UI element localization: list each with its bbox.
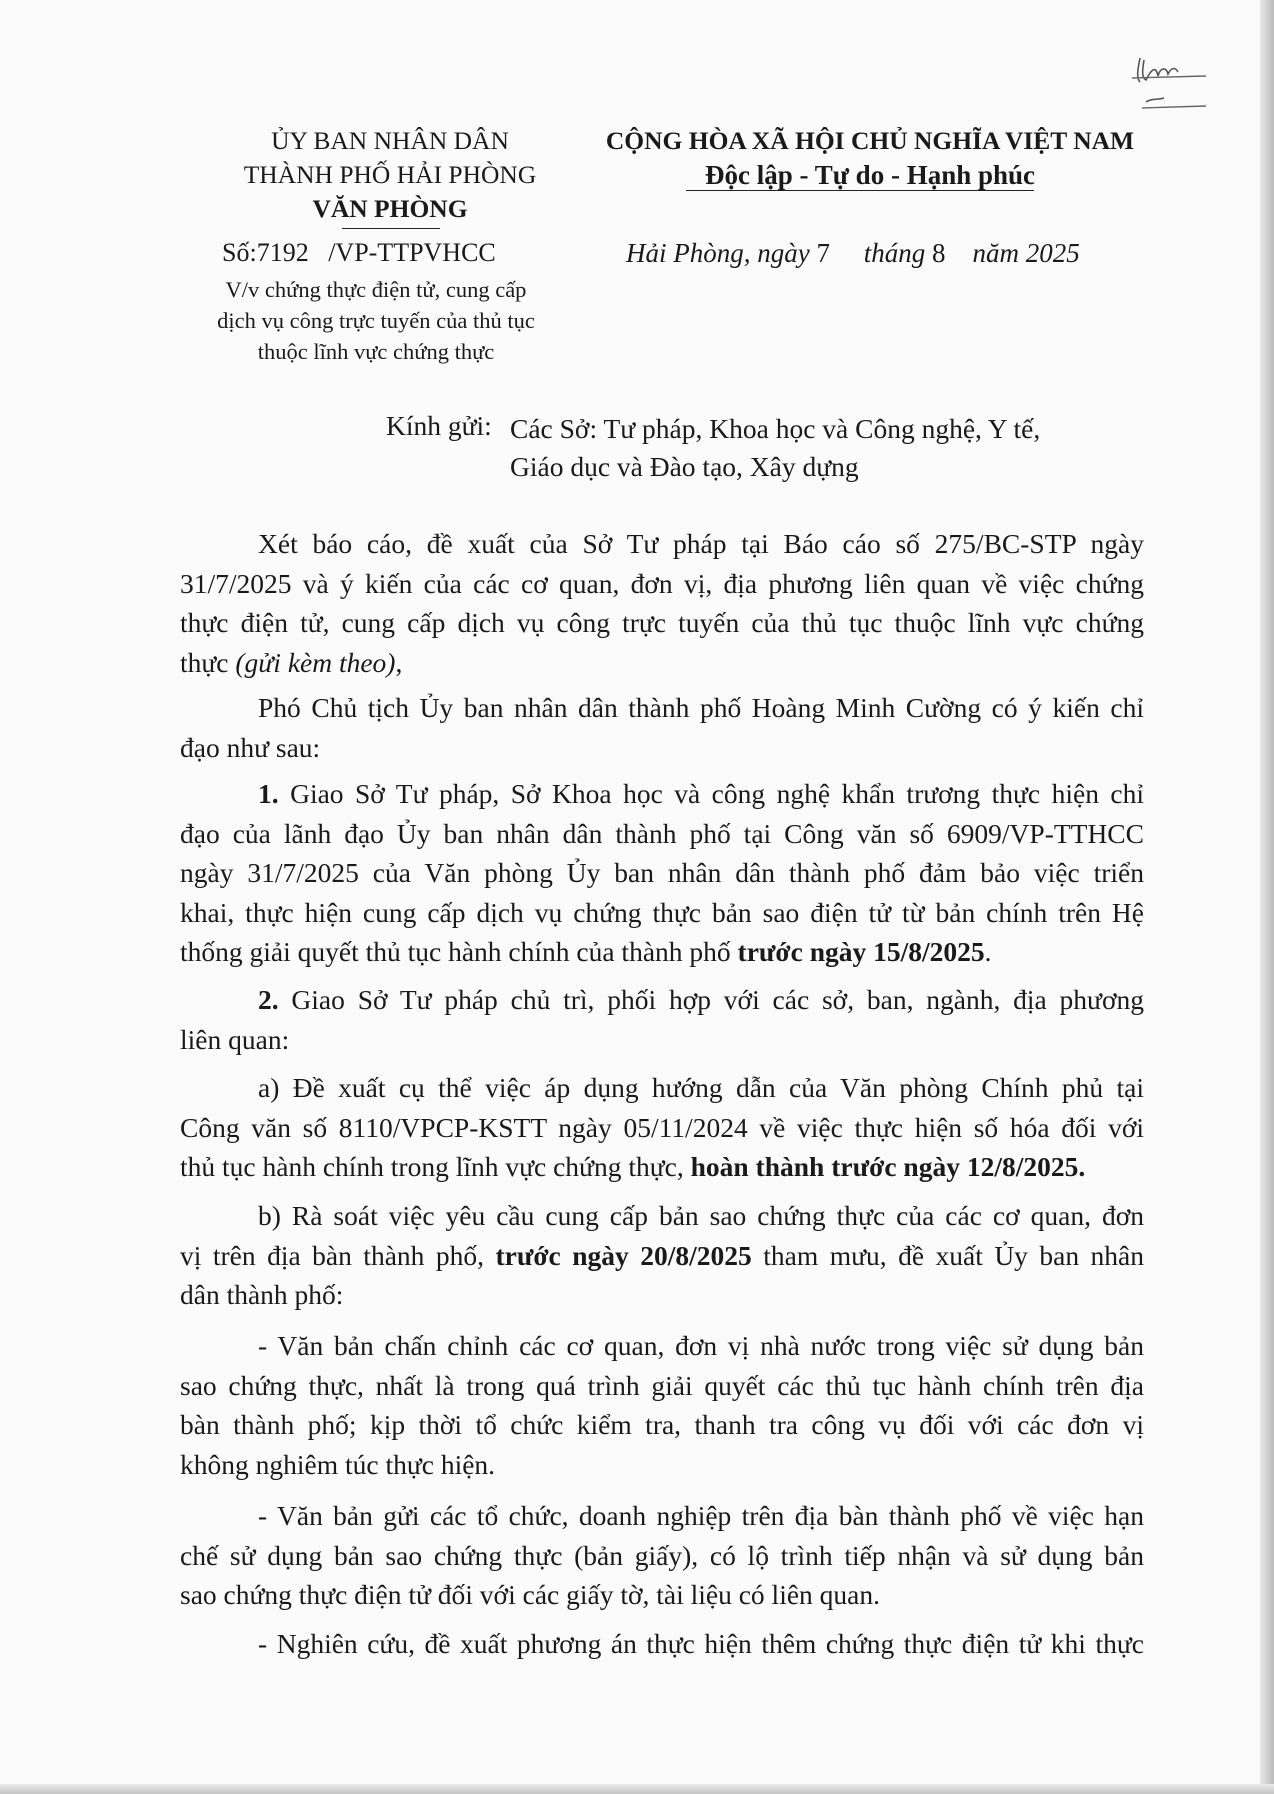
item-2-number: 2.	[258, 984, 279, 1015]
p9-line-1: - Nghiên cứu, đề xuất phương án thực hiện thêm chứng thực điện tử khi thực	[258, 1628, 1144, 1659]
p1-text: thực	[180, 646, 236, 678]
p1-attachment-note: (gửi kèm theo)	[235, 646, 396, 678]
p5-deadline: hoàn thành trước ngày 12/8/2025.	[690, 1151, 1086, 1183]
p7-line-3: bàn thành phố; kịp thời tổ chức kiểm tra, thanh tra công vụ đối với các đơn vị	[180, 1409, 1144, 1441]
recipients-line-2: Giáo dục và Đào tạo, Xây dựng	[510, 451, 859, 482]
paragraph-intro	[180, 524, 1144, 682]
handwritten-initials	[1128, 48, 1208, 114]
subject-line-3: thuộc lĩnh vực chứng thực	[257, 339, 495, 364]
p1-line-4	[180, 643, 1144, 683]
item-1-number: 1.	[258, 778, 279, 809]
p3-deadline: trước ngày 15/8/2025	[737, 936, 985, 968]
p4-text: Giao Sở Tư pháp chủ trì, phối hợp với các sở, ban, ngành, địa phương	[278, 984, 1144, 1015]
p3-text: Giao Sở Tư pháp, Sở Khoa học và công nghệ khẩn trương thực hiện chỉ	[278, 778, 1144, 809]
p7-line-1: - Văn bản chấn chỉnh các cơ quan, đơn vị nhà nước trong việc sử dụng bản	[258, 1330, 1144, 1361]
p3-line-1	[180, 774, 1144, 814]
p6-text-cont: tham mưu, đề xuất Ủy ban nhân	[751, 1239, 1145, 1271]
issuer-line-2: THÀNH PHỐ HẢI PHÒNG	[243, 160, 537, 189]
paragraph-bullet-1	[180, 1326, 1144, 1484]
issuer-office: VĂN PHÒNG	[312, 194, 468, 223]
p5-text: thủ tục hành chính trong lĩnh vực chứng thực,	[180, 1151, 691, 1183]
page-edge-right	[1260, 0, 1274, 1794]
p5-line-1: a) Đề xuất cụ thể việc áp dụng hướng dẫn của Văn phòng Chính phủ tại	[258, 1072, 1144, 1103]
p1-line-1: Xét báo cáo, đề xuất của Sở Tư pháp tại Báo cáo số 275/BC-STP ngày	[258, 528, 1144, 559]
paragraph-item-1	[180, 774, 1144, 972]
p4-line-1	[180, 980, 1144, 1020]
paragraph-directive	[180, 688, 1144, 767]
paragraph-item-2	[180, 980, 1144, 1059]
p7-line-2: sao chứng thực, nhất là trong quá trình giải quyết các thủ tục hành chính trên địa	[180, 1369, 1144, 1401]
recipients-label: Kính gửi:	[386, 410, 492, 441]
p6-line-3: dân thành phố:	[180, 1279, 344, 1311]
doc-number-suffix: /VP-TTPVHCC	[328, 238, 496, 267]
p6-text: vị trên địa bàn thành phố,	[180, 1239, 496, 1271]
issuer-underline	[342, 228, 440, 229]
p8-line-3: sao chứng thực điện tử đối với các giấy tờ, tài liệu có liên quan.	[180, 1579, 881, 1611]
subject-line-2: dịch vụ công trực tuyến của thủ tục	[217, 308, 535, 333]
p3-period: .	[984, 936, 992, 968]
dateline-month: 8	[932, 238, 946, 268]
p1-line-2: 31/7/2025 và ý kiến của các cơ quan, đơn vị, địa phương liên quan về việc chứng	[180, 567, 1144, 599]
national-title: CỘNG HÒA XÃ HỘI CHỦ NGHĨA VIỆT NAM	[605, 126, 1135, 155]
dateline-place: Hải Phòng, ngày	[626, 238, 810, 268]
p3-text-end: thống giải quyết thủ tục hành chính của thành phố	[180, 936, 738, 968]
paragraph-bullet-3	[180, 1624, 1144, 1664]
p8-line-2: chế sử dụng bản sao chứng thực (bản giấy), có lộ trình tiếp nhận và sử dụng bản	[180, 1539, 1144, 1571]
p3-line-3: ngày 31/7/2025 của Văn phòng Ủy ban nhân dân thành phố đảm bảo việc triển	[180, 857, 1144, 889]
p1-comma: ,	[395, 646, 403, 678]
p1-line-3: thực điện tử, cung cấp dịch vụ công trực tuyến của thủ tục thuộc lĩnh vực chứng	[180, 607, 1144, 639]
p3-line-2: đạo của lãnh đạo Ủy ban nhân dân thành phố tại Công văn số 6909/VP-TTHCC	[180, 817, 1144, 849]
p6-line-1: b) Rà soát việc yêu cầu cung cấp bản sao chứng thực của các cơ quan, đơn	[258, 1200, 1144, 1231]
dateline	[626, 238, 1080, 269]
document-subject	[186, 274, 566, 367]
p2-line-1: Phó Chủ tịch Ủy ban nhân dân thành phố Hoàng Minh Cường có ý kiến chỉ	[258, 692, 1144, 723]
p4-line-2: liên quan:	[180, 1023, 290, 1055]
recipients-list	[510, 410, 1040, 486]
dateline-month-label: tháng	[863, 238, 926, 268]
p8-line-1: - Văn bản gửi các tổ chức, doanh nghiệp trên địa bàn thành phố về việc hạn	[258, 1500, 1144, 1531]
page-edge-bottom	[0, 1784, 1274, 1794]
p5-line-3	[180, 1147, 1144, 1187]
paragraph-bullet-2	[180, 1496, 1144, 1615]
doc-number-prefix: Số:	[222, 238, 257, 267]
recipients-line-1: Các Sở: Tư pháp, Khoa học và Công nghệ, Y tế,	[510, 413, 1041, 444]
issuer-header	[180, 124, 600, 226]
p5-line-2: Công văn số 8110/VPCP-KSTT ngày 05/11/2024 về việc thực hiện số hóa đối với	[180, 1111, 1144, 1143]
doc-number-value: 7192	[256, 238, 309, 267]
paragraph-item-2a	[180, 1068, 1144, 1187]
dateline-year: năm 2025	[972, 238, 1080, 268]
p6-line-2	[180, 1236, 1144, 1276]
paragraph-item-2b	[180, 1196, 1144, 1315]
motto-underline	[686, 190, 1034, 191]
subject-line-1: V/v chứng thực điện tử, cung cấp	[225, 277, 527, 302]
dateline-day: 7	[816, 238, 830, 268]
national-motto: Độc lập - Tự do - Hạnh phúc	[704, 160, 1036, 190]
p2-line-2: đạo như sau:	[180, 731, 321, 763]
p3-line-4: khai, thực hiện cung cấp dịch vụ chứng thực bản sao điện tử từ bản chính trên Hệ	[180, 896, 1144, 928]
issuer-line-1: ỦY BAN NHÂN DÂN	[271, 126, 509, 155]
national-header	[590, 124, 1150, 192]
p7-line-4: không nghiêm túc thực hiện.	[180, 1448, 496, 1480]
p3-line-5	[180, 932, 1144, 972]
p6-deadline: trước ngày 20/8/2025	[495, 1239, 752, 1271]
document-number	[222, 238, 496, 268]
